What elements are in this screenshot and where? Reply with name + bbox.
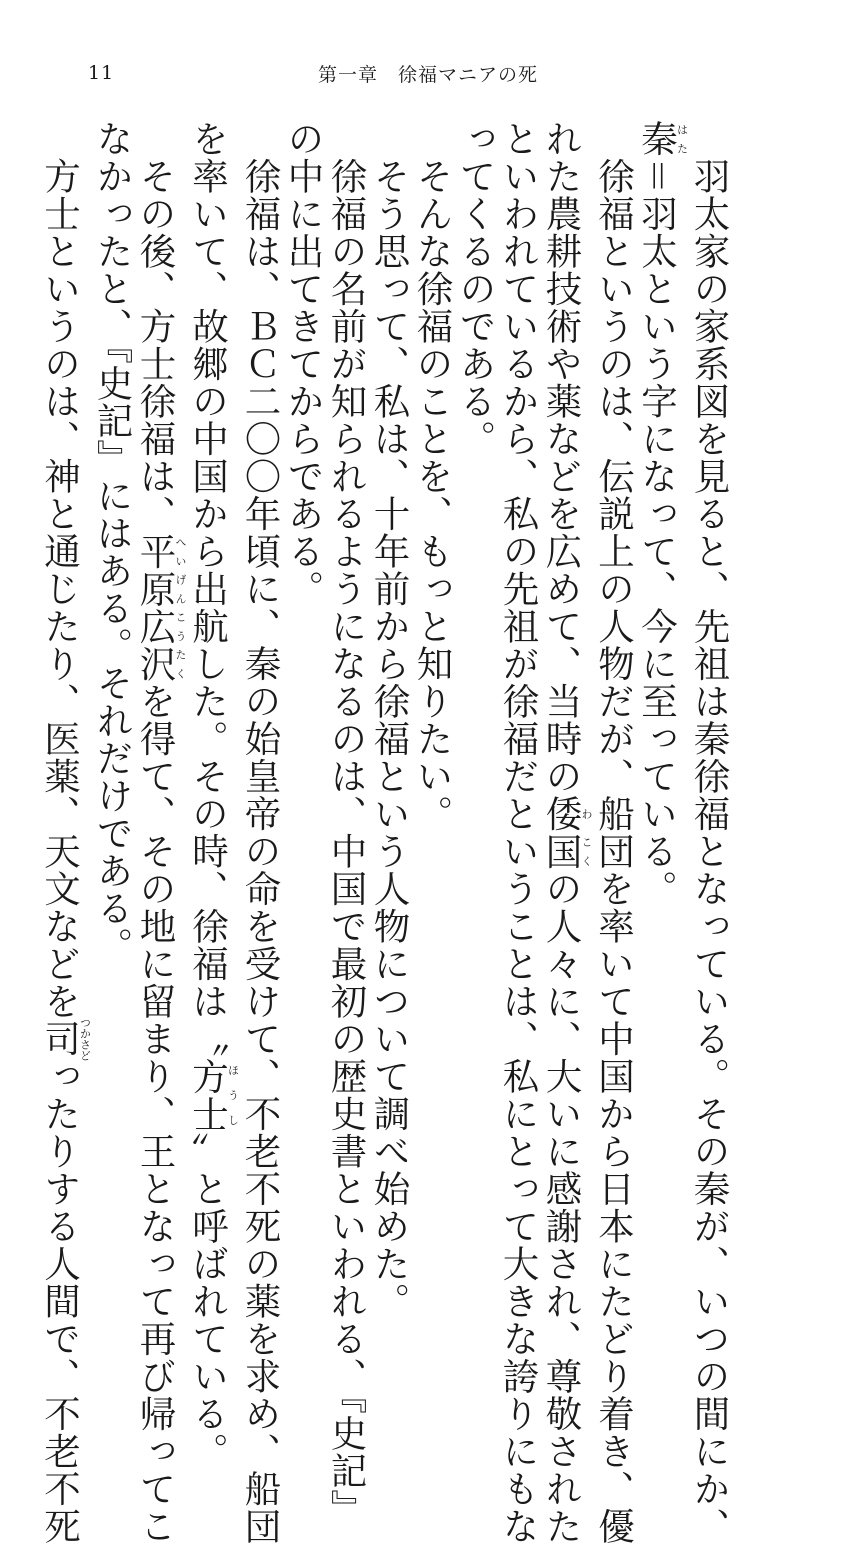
- text-line: を率いて、故郷の中国から出航した。その時、徐福は〝方士ほうし〟と呼ばれている。: [186, 120, 240, 1470]
- ruby-word: 方士ほうし: [186, 1057, 240, 1133]
- running-head: 第一章 徐福マニアの死: [318, 64, 539, 86]
- text-line: 方士というのは、神と通じたり、医薬、天文などを司つかさどったりする人間で、不老不死: [38, 120, 92, 1545]
- ruby-word: 秦はた: [635, 120, 689, 158]
- text-line: 秦はた＝羽太という字になって、今に至っている。: [635, 120, 689, 908]
- text-line: そんな徐福のことを、もっと知りたい。: [411, 120, 454, 833]
- text-line: なかったと、『史記』にはある。それだけである。: [91, 120, 134, 965]
- text-line: れた農耕技術や薬などを広めて、当時の倭わ国こくの人々に、大いに感謝され、尊敬された: [540, 120, 593, 1545]
- text-line: そう思って、私は、十年前から徐福という人物について調べ始めた。: [368, 120, 411, 1320]
- ruby-word: 司つかさど: [38, 1016, 92, 1061]
- text-line: といわれているから、私の先祖が徐福だということは、私にとって大きな誇りにもな: [497, 120, 540, 1545]
- text-line: の中に出てきてからである。: [282, 120, 325, 608]
- body-text: [38, 120, 731, 1545]
- ruby-word: 倭わ: [540, 795, 593, 833]
- page-number: 11: [88, 62, 115, 84]
- text-line: 徐福は、ＢＣ二〇〇年頃に、秦の始皇帝の命を受けて、不老不死の薬を求め、船団: [239, 120, 282, 1545]
- text-line: ってくるのである。: [454, 120, 497, 458]
- text-line: その後、方士徐福は、平原広沢へいげんこうたくを得て、その地に留まり、王となって再び帰ってこ: [134, 120, 187, 1545]
- text-line: 徐福の名前が知られるようになるのは、中国で最初の歴史書といわれる、『史記』: [325, 120, 368, 1527]
- ruby-word: 国こく: [540, 832, 593, 870]
- text-line: 徐福というのは、伝説上の人物だが、船団を率いて中国から日本にたどり着き、優: [592, 120, 636, 1545]
- ruby-word: 平原広沢へいげんこうたく: [134, 532, 187, 683]
- text-line: 羽太家の家系図を見ると、先祖は秦徐福となっている。その秦が、いつの間にか、: [688, 120, 731, 1545]
